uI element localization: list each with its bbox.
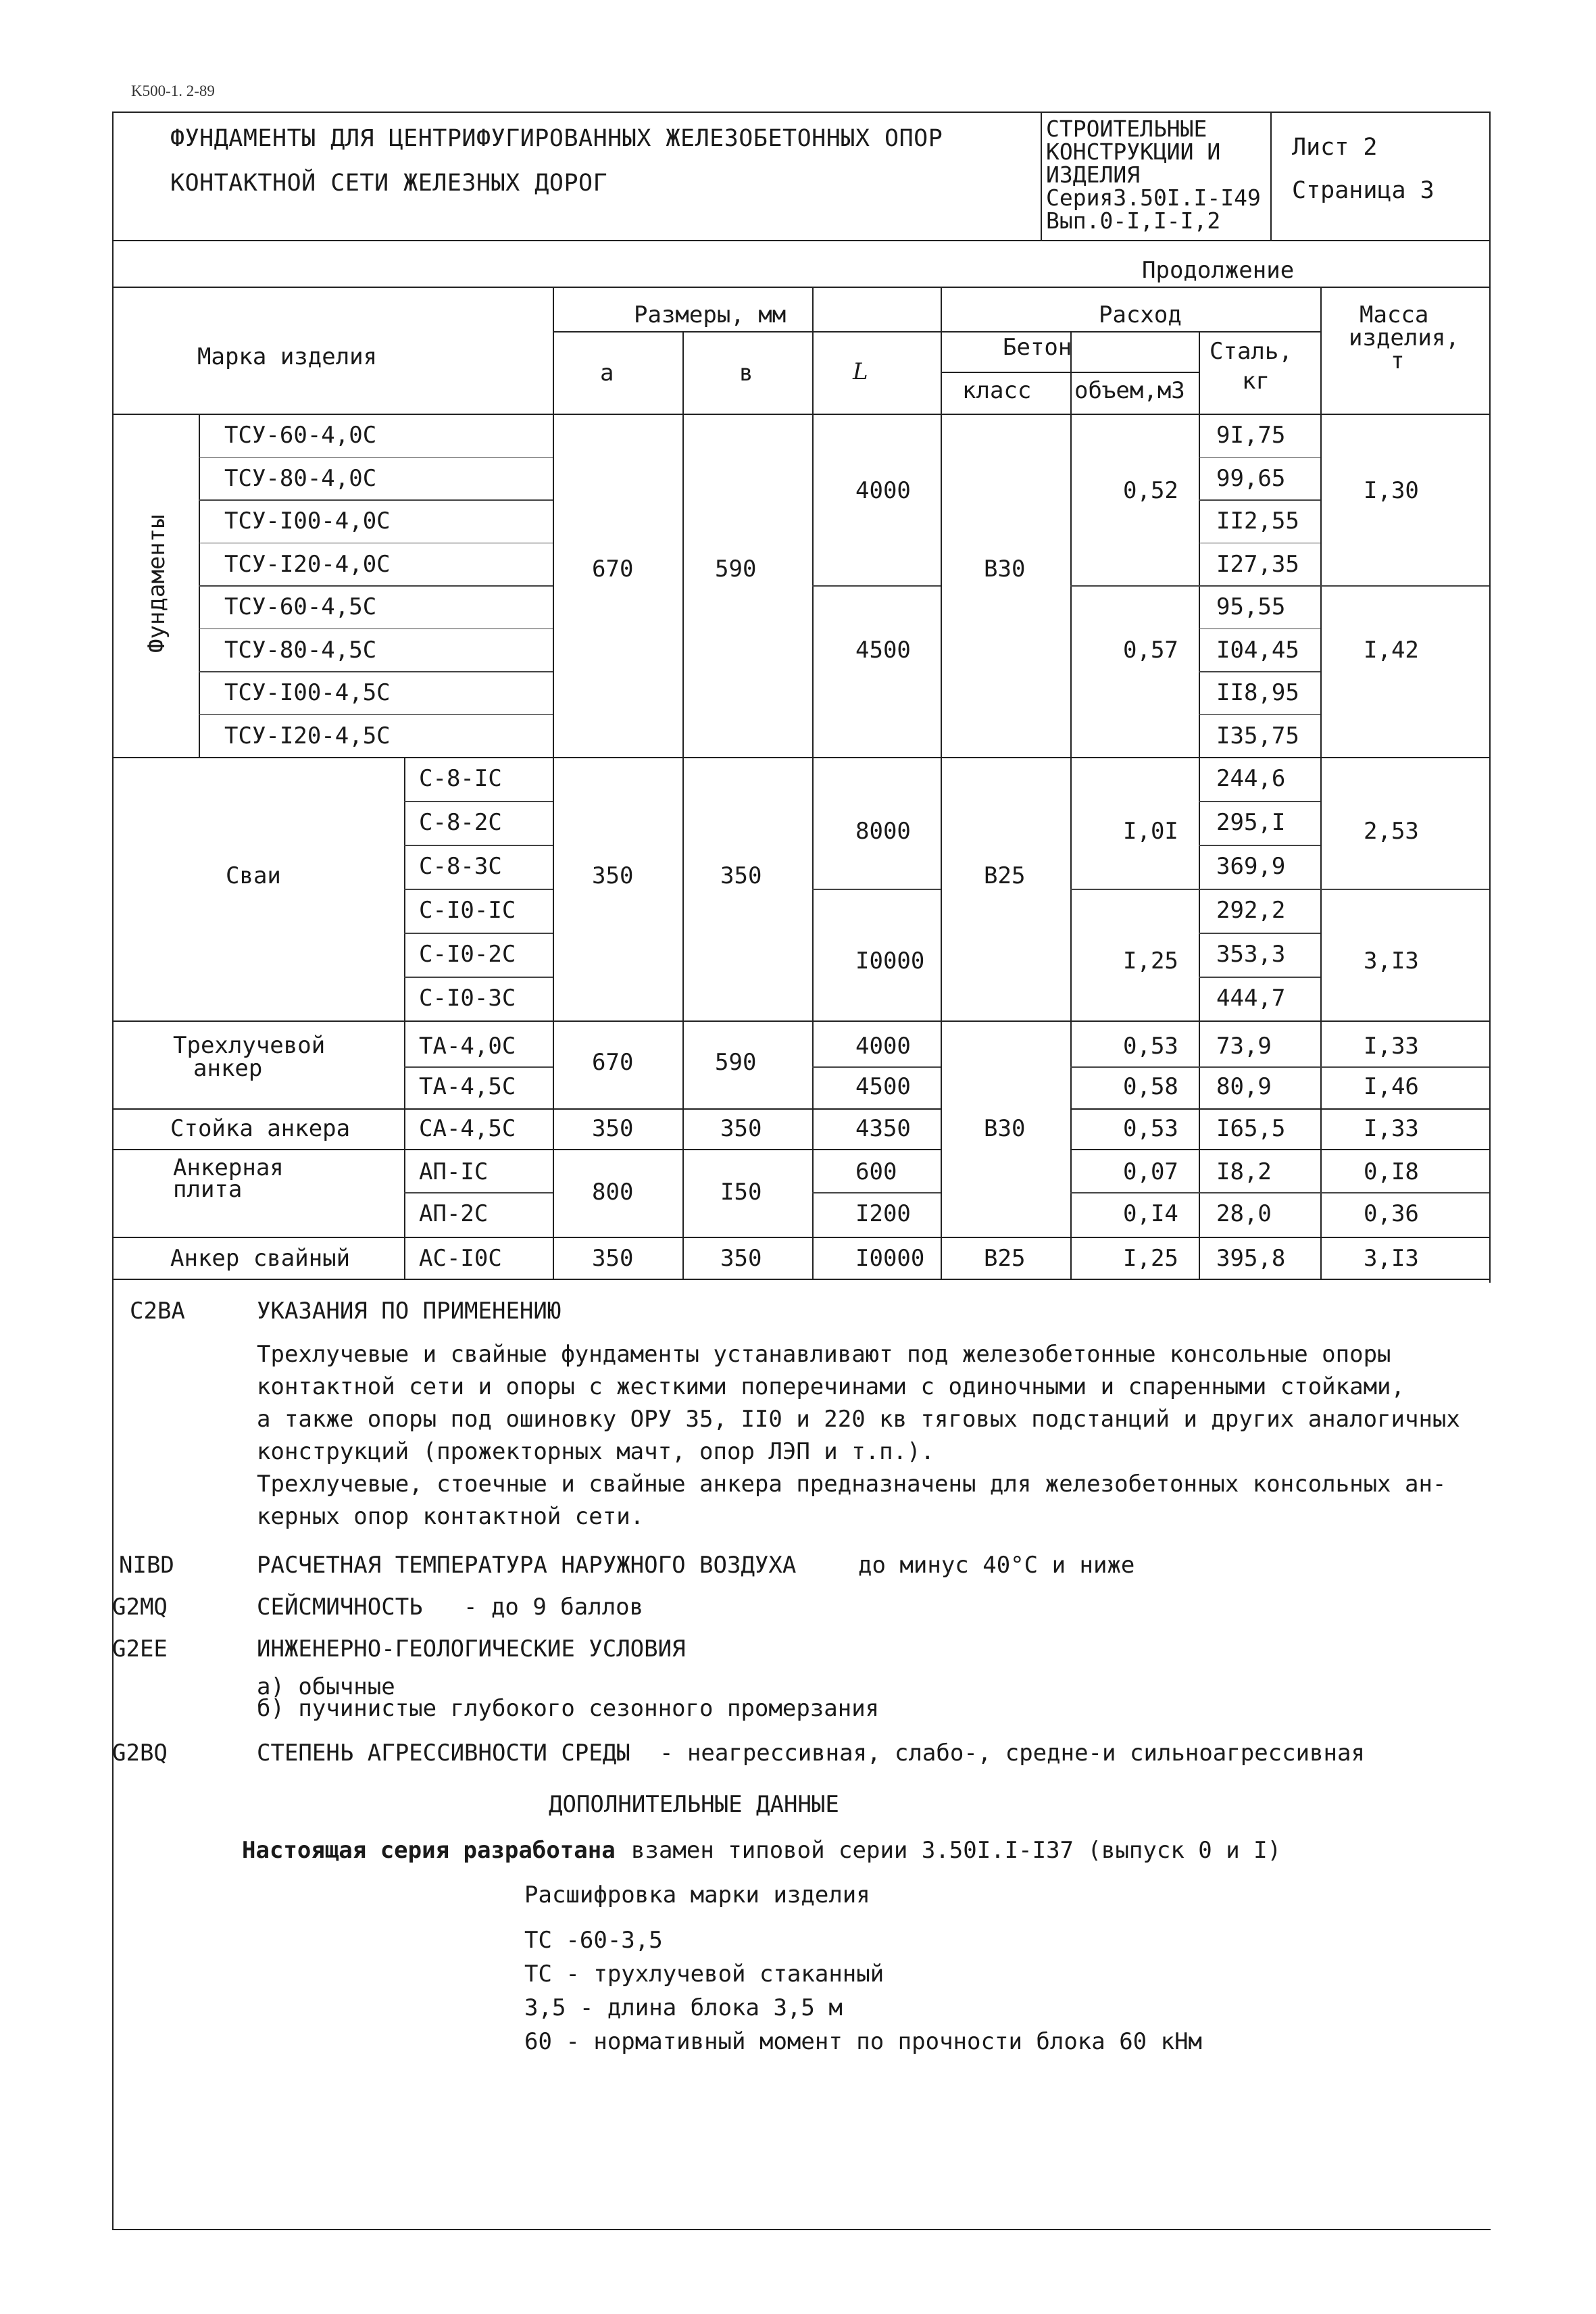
group-plate-label	[173, 1154, 284, 1203]
foundation-row-line	[199, 585, 553, 587]
foundation-row-line	[199, 457, 553, 458]
decode-text	[524, 1923, 1202, 2059]
tri-mark-2: ТА-4,5С	[419, 1073, 516, 1100]
tri-steel-2: 80,9	[1216, 1073, 1272, 1100]
pile-mark: С-I0-3С	[419, 985, 516, 1012]
col-class-header: класс	[962, 377, 1032, 404]
tri-mass-1: I,33	[1364, 1033, 1419, 1060]
found-mass1: I,30	[1364, 477, 1419, 504]
section-1-line: Трехлучевые и свайные фундаменты устанавливают под железобетонные консольные опоры	[257, 1341, 1391, 1368]
pile-anchor-L: I0000	[855, 1245, 925, 1272]
section-4-code: G2EE	[112, 1635, 168, 1663]
document-code: K500-1. 2-89	[131, 82, 215, 99]
section-1-title: УКАЗАНИЯ ПО ПРИМЕНЕНИЮ	[257, 1298, 562, 1325]
foundation-steel-line	[1199, 585, 1320, 587]
section-1-text	[257, 1338, 1460, 1533]
group-trianchor-label	[173, 1034, 325, 1080]
found-vol2: 0,57	[1123, 637, 1178, 664]
extra-data-bold: Настоящая серия разработана	[242, 1837, 616, 1864]
post-mass: I,33	[1364, 1115, 1419, 1142]
section-1-code: C2BA	[130, 1298, 185, 1325]
pile-row-line	[404, 889, 553, 890]
section-1-line: Трехлучевые, стоечные и свайные анкера предназначены для железобетонных консольных ан-	[257, 1471, 1447, 1498]
section-2-title: РАСЧЕТНАЯ ТЕМПЕРАТУРА НАРУЖНОГО ВОЗДУХА	[257, 1552, 797, 1579]
plate-steel-2: 28,0	[1216, 1200, 1272, 1227]
table-bottom-line	[112, 1279, 1491, 1280]
plate-mark-2: АП-2С	[419, 1200, 489, 1227]
col-line-b	[682, 331, 684, 1279]
tri-row-divider-c	[1070, 1066, 1489, 1068]
col-sizes-header: Размеры, мм	[634, 301, 787, 328]
group-foundations-label: Фундаменты	[143, 514, 170, 653]
lower-class: В30	[984, 1115, 1026, 1142]
post-bottom-line-a	[112, 1149, 941, 1150]
foundation-steel-line	[1199, 499, 1320, 501]
plate-bottom-line	[112, 1237, 1491, 1238]
plate-b: I50	[720, 1179, 762, 1206]
category-line-1: СТРОИТЕЛЬНЫЕ	[1046, 116, 1207, 142]
title-divider-1	[1041, 112, 1042, 241]
pile-steel-line	[1199, 889, 1320, 890]
plate-mass-1: 0,I8	[1364, 1158, 1419, 1185]
pile-bottom-line	[112, 1020, 1491, 1022]
pile-mark: С-8-2С	[419, 809, 502, 836]
foundation-steel-line	[1199, 629, 1320, 630]
foundation-steel: I35,75	[1216, 722, 1299, 749]
tri-a: 670	[592, 1049, 634, 1076]
col-line-class	[941, 287, 942, 1279]
pile-anchor-a: 350	[592, 1245, 634, 1272]
pile-b: 350	[720, 862, 762, 889]
tri-mass-2: I,46	[1364, 1073, 1419, 1100]
section-1-line: конструкций (прожекторных мачт, опор ЛЭП и т.п.).	[257, 1438, 935, 1465]
pile-mark: С-8-IС	[419, 765, 502, 792]
continuation-line	[112, 287, 1491, 288]
col-a-header: а	[600, 360, 614, 387]
tri-L-2: 4500	[855, 1073, 911, 1100]
section-4-title: ИНЖЕНЕРНО-ГЕОЛОГИЧЕСКИЕ УСЛОВИЯ	[257, 1635, 686, 1663]
section-3-value: - до 9 баллов	[464, 1594, 644, 1621]
pile-anchor-vol: I,25	[1123, 1245, 1178, 1272]
pile-anchor-steel: 395,8	[1216, 1245, 1286, 1272]
section-5-code: G2BQ	[112, 1740, 168, 1767]
section-3-code: G2MQ	[112, 1594, 168, 1621]
foundation-steel-line	[1199, 543, 1320, 544]
pile-steel: 369,9	[1216, 853, 1286, 880]
table-right-border	[1489, 241, 1491, 1283]
title-line-2: КОНТАКТНОЙ СЕТИ ЖЕЛЕЗНЫХ ДОРОГ	[170, 170, 608, 197]
continuation-label: Продолжение	[1142, 257, 1295, 284]
foundation-mark: ТСУ-I00-4,5С	[224, 679, 391, 706]
decode-line: 60 - нормативный момент по прочности блока 60 кНм	[524, 2028, 1203, 2055]
extra-data-title: ДОПОЛНИТЕЛЬНЫЕ ДАННЫЕ	[549, 1791, 839, 1818]
foundation-steel-line	[1199, 671, 1320, 672]
col-line-mass	[1320, 287, 1322, 1279]
pile-anchor-mark: АС-I0С	[419, 1245, 502, 1272]
section-1-line: керных опор контактной сети.	[257, 1503, 645, 1530]
pile-anchor-b: 350	[720, 1245, 762, 1272]
extra-data-text: взамен типовой серии 3.50I.I-I37 (выпуск 0 и I)	[631, 1837, 1282, 1864]
section-1-line: а также опоры под ошиновку ОРУ 35, II0 и 220 кв тяговых подстанций и других аналогичных	[257, 1406, 1460, 1433]
col-steel-header-1: Сталь,	[1210, 338, 1293, 365]
pile-steel: 444,7	[1216, 985, 1286, 1012]
col-line-a	[553, 287, 554, 1279]
pile-steel: 292,2	[1216, 897, 1286, 924]
pile-mark: С-I0-IС	[419, 897, 516, 924]
trianchor-label-1: Трехлучевой	[173, 1032, 326, 1059]
sheet-number: Лист 2	[1292, 134, 1378, 161]
col-concrete-header: Бетон	[1003, 334, 1072, 361]
foundation-steel: I27,35	[1216, 550, 1299, 578]
pile-mass-divider	[1320, 889, 1489, 890]
section-2-code: NIBD	[119, 1552, 174, 1579]
issue-number: Вып.0-I,I-I,2	[1046, 207, 1221, 234]
foundation-mark: ТСУ-60-4,0С	[224, 422, 377, 449]
post-mark: СА-4,5С	[419, 1115, 516, 1142]
decode-title: Расшифровка марки изделия	[524, 1881, 870, 1909]
col-mass-header-1: Масса	[1360, 301, 1429, 328]
foundation-mark: ТСУ-80-4,0С	[224, 464, 377, 492]
tri-mark-1: ТА-4,0С	[419, 1033, 516, 1060]
pile-mark: С-I0-2С	[419, 941, 516, 968]
category-line-3: ИЗДЕЛИЯ	[1046, 162, 1141, 188]
pile-vol1: I,0I	[1123, 818, 1178, 845]
tri-b: 590	[715, 1049, 757, 1076]
tri-bottom-line-b	[1070, 1108, 1489, 1110]
pile-steel: 244,6	[1216, 765, 1286, 792]
post-b: 350	[720, 1115, 762, 1142]
foundation-steel: I04,45	[1216, 636, 1299, 664]
foundation-steel-line	[1199, 714, 1320, 716]
decode-line: 3,5 - длина блока 3,5 м	[524, 1994, 843, 2021]
pile-steel-line	[1199, 933, 1320, 934]
post-vol: 0,53	[1123, 1115, 1178, 1142]
pile-a: 350	[592, 862, 634, 889]
found-class: В30	[984, 556, 1026, 583]
section-3-title: СЕЙСМИЧНОСТЬ	[257, 1594, 423, 1621]
found-vol1: 0,52	[1123, 477, 1178, 504]
pile-L2: I0000	[855, 947, 925, 975]
pile-row-line	[404, 801, 553, 802]
plate-steel-1: I8,2	[1216, 1158, 1272, 1185]
header-bottom-line	[112, 414, 1491, 415]
tri-row-divider-b	[812, 1066, 941, 1068]
found-a: 670	[592, 556, 634, 583]
foundation-row-line	[199, 671, 553, 672]
col-L-header: L	[853, 358, 868, 385]
plate-L-1: 600	[855, 1158, 897, 1185]
pile-steel: 295,I	[1216, 809, 1286, 836]
header-line-2	[941, 372, 1199, 373]
post-L: 4350	[855, 1115, 911, 1142]
pile-anchor-mass: 3,I3	[1364, 1245, 1419, 1272]
plate-label-1: Анкерная	[173, 1154, 284, 1181]
pile-vol2: I,25	[1123, 947, 1178, 975]
plate-label-2: плита	[173, 1176, 243, 1203]
col-mass-header-2: изделия,	[1349, 324, 1460, 351]
plate-L-2: I200	[855, 1200, 911, 1227]
tri-vol-2: 0,58	[1123, 1073, 1178, 1100]
foundation-steel: 9I,75	[1216, 422, 1286, 449]
post-a: 350	[592, 1115, 634, 1142]
section-5-title: СТЕПЕНЬ АГРЕССИВНОСТИ СРЕДЫ	[257, 1740, 630, 1767]
group-piles-label: Сваи	[226, 862, 281, 889]
found-L2: 4500	[855, 637, 911, 664]
post-steel: I65,5	[1216, 1115, 1286, 1142]
pile-mass1: 2,53	[1364, 818, 1419, 845]
section-2-value: до минус 40°С и ниже	[858, 1552, 1135, 1579]
group-post-anchor-label: Стойка анкера	[170, 1115, 351, 1142]
found-b: 590	[715, 556, 757, 583]
tri-L-1: 4000	[855, 1033, 911, 1060]
pile-vol-divider	[1070, 889, 1199, 890]
foundation-mark: ТСУ-I00-4,0С	[224, 508, 391, 535]
category-block	[1046, 118, 1261, 232]
foundation-mark: ТСУ-60-4,5С	[224, 593, 377, 620]
found-vol-divider	[1070, 585, 1199, 587]
col-line-L	[812, 287, 814, 1279]
plate-a: 800	[592, 1179, 634, 1206]
pile-class: В25	[984, 862, 1026, 889]
found-mass-divider	[1320, 585, 1489, 587]
foundation-steel: 95,55	[1216, 593, 1286, 620]
foundation-row-line	[199, 629, 553, 630]
plate-mass-2: 0,36	[1364, 1200, 1419, 1227]
plate-vol-1: 0,07	[1123, 1158, 1178, 1185]
pile-steel-line	[1199, 977, 1320, 978]
col-steel-header-2: кг	[1242, 368, 1270, 395]
pile-mark: С-8-3С	[419, 853, 502, 880]
found-mass2: I,42	[1364, 637, 1419, 664]
page-number: Страница 3	[1292, 177, 1435, 204]
foundation-mark: ТСУ-80-4,5С	[224, 636, 377, 664]
post-bottom-line-b	[1070, 1149, 1489, 1150]
col-b-header: в	[739, 360, 753, 387]
plate-row-divider-a	[404, 1192, 553, 1193]
section-5-value: - неагрессивная, слабо-, средне-и сильноагрессивная	[659, 1740, 1365, 1767]
pile-row-line	[404, 845, 553, 846]
series-number: Серия3.50I.I-I49	[1046, 184, 1261, 211]
pile-L1: 8000	[855, 818, 911, 845]
foundation-row-line	[199, 543, 553, 544]
header-line-1	[553, 331, 1320, 333]
plate-row-divider-b	[812, 1192, 941, 1193]
col-mark-header: Марка изделия	[197, 343, 378, 370]
tri-row-divider-a	[404, 1066, 553, 1068]
pile-row-line	[404, 933, 553, 934]
col-consumption-header: Расход	[1099, 301, 1182, 328]
foundation-row-line	[199, 499, 553, 501]
tri-vol-1: 0,53	[1123, 1033, 1178, 1060]
foundation-steel: 99,65	[1216, 464, 1286, 492]
section-4-item-b: б) пучинистые глубокого сезонного промерзания	[257, 1695, 880, 1722]
tri-bottom-line-a	[112, 1108, 941, 1110]
title-line-1: ФУНДАМЕНТЫ ДЛЯ ЦЕНТРИФУГИРОВАННЫХ ЖЕЛЕЗОБЕТОННЫХ ОПОР	[170, 125, 943, 152]
decode-line: ТС -60-3,5	[524, 1927, 663, 1954]
pile-steel-line	[1199, 845, 1320, 846]
found-L-divider	[812, 585, 941, 587]
col-line-mark	[404, 757, 405, 1279]
foundation-row-line	[199, 714, 553, 716]
foundation-steel-line	[1199, 457, 1320, 458]
trianchor-label-2: анкер	[193, 1055, 263, 1082]
pile-L-divider	[812, 889, 941, 890]
pile-row-line	[404, 977, 553, 978]
col-mass-header-3: т	[1391, 347, 1405, 374]
section-4-item-a: а) обычные	[257, 1673, 395, 1700]
pile-steel-line	[1199, 801, 1320, 802]
group-pile-anchor-label: Анкер свайный	[170, 1245, 351, 1272]
plate-vol-2: 0,I4	[1123, 1200, 1178, 1227]
foundation-steel: II8,95	[1216, 679, 1299, 706]
title-divider-2	[1270, 112, 1272, 241]
foundation-mark: ТСУ-I20-4,5С	[224, 722, 391, 749]
plate-mark-1: АП-IС	[419, 1158, 489, 1185]
col-volume-header: объем,м3	[1074, 377, 1185, 404]
pile-anchor-class: В25	[984, 1245, 1026, 1272]
col-line-volume	[1070, 331, 1072, 1279]
found-bottom-line	[112, 757, 1491, 758]
foundation-mark: ТСУ-I20-4,0С	[224, 550, 391, 578]
col-line-steel	[1199, 331, 1200, 1279]
category-line-2: КОНСТРУКЦИИ И	[1046, 139, 1221, 165]
page-frame-left	[112, 241, 114, 2230]
pile-mass2: 3,I3	[1364, 947, 1419, 975]
page-frame-bottom	[112, 2229, 1491, 2230]
found-L1: 4000	[855, 477, 911, 504]
section-1-line: контактной сети и опоры с жесткими поперечинами с одиночными и спаренными стойками,	[257, 1373, 1405, 1400]
foundation-steel: II2,55	[1216, 508, 1299, 535]
plate-row-divider-c	[1070, 1192, 1489, 1193]
pile-steel: 353,3	[1216, 941, 1286, 968]
decode-line: ТС - трухлучевой стаканный	[524, 1961, 884, 1988]
tri-steel-1: 73,9	[1216, 1033, 1272, 1060]
